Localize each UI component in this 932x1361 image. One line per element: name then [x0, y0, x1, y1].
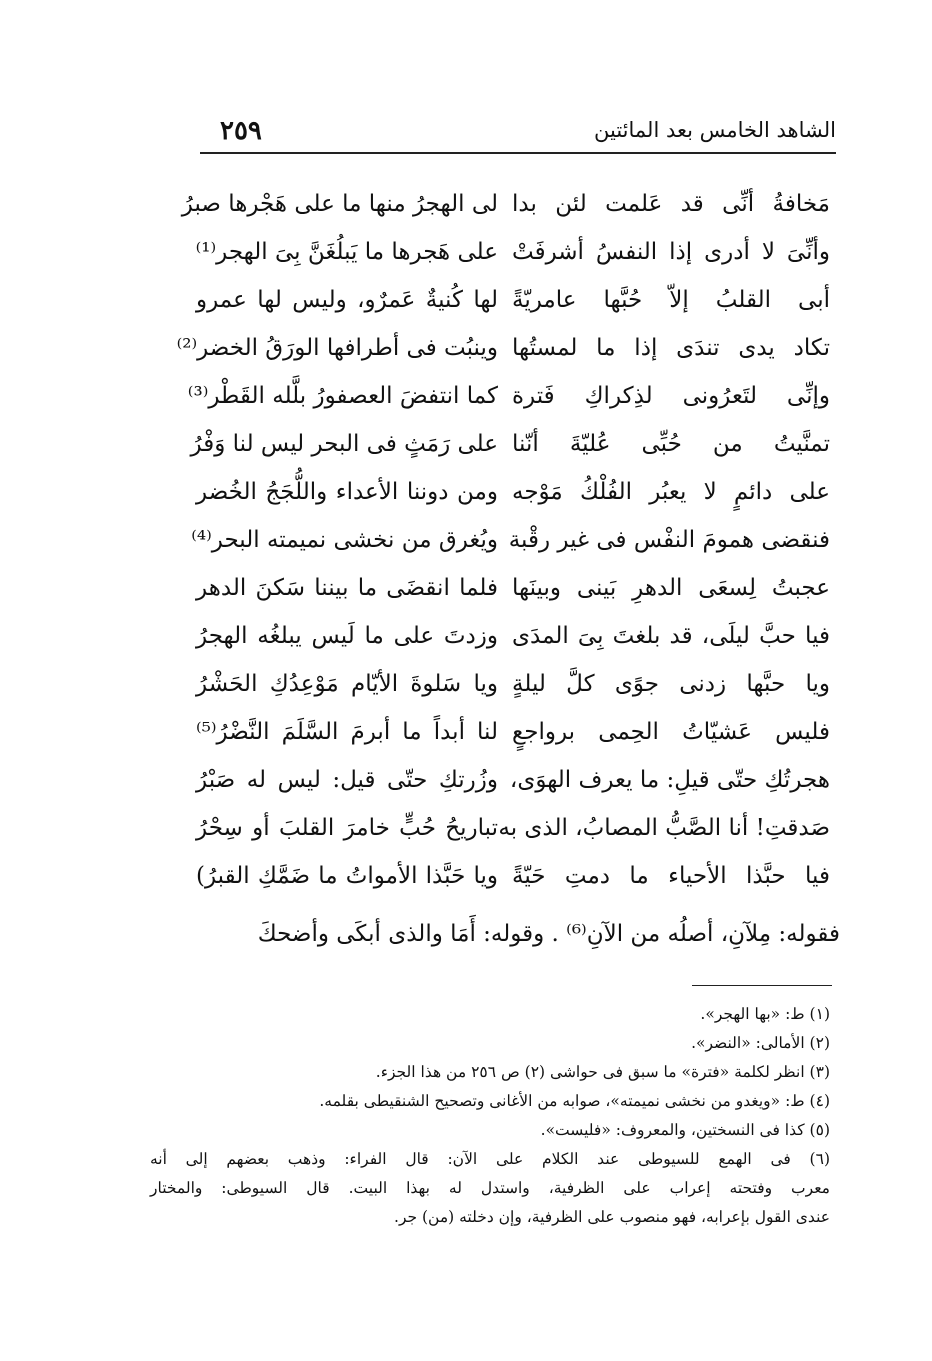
verse-line	[190, 564, 840, 612]
prose-line: فقوله: مِلآنِ، أصلُه من الآنِ⁽⁶⁾ . وقوله: أَمَا والذى أبكَى وأضحكَ	[257, 921, 840, 947]
verse-second-hemistich: ويا سَلوةَ الأيّام مَوْعِدُكِ الحَشْرُ	[196, 671, 498, 697]
verse-line	[187, 372, 840, 420]
verse-line	[190, 612, 840, 660]
page-number: ٢٥٩	[220, 116, 262, 146]
verse-line	[190, 468, 840, 516]
verse-first-hemistich: فيا حبَّذا الأحياء ما دمتِ حَيّةً	[512, 863, 830, 889]
verse-second-hemistich: على هَجرها ما يَبلُغَنَّ بِىَ الهجر⁽¹⁾	[195, 239, 498, 265]
verse-second-hemistich: ويا حَبَّذا الأمواتُ ما ضَمَّكِ القبرُ)	[196, 863, 498, 889]
verse-second-hemistich: وزدتَ على ما لَيس يبلغُه الهجرُ	[196, 623, 498, 649]
verse-first-hemistich: فيا حبَّ ليلَى، قد بلغتَ بِىَ المدَى	[512, 623, 830, 649]
verse-first-hemistich: عجبتُ لِسعَى الدهرِ بَينى وبينَها	[512, 575, 830, 601]
verse-first-hemistich: تكاد يدى تندَى إذا ما لمستُها	[512, 335, 830, 361]
verse-first-hemistich: هجرتُكِ حتّى قيلِ: ما يعرف الهوَى،	[509, 767, 830, 793]
verse-second-hemistich: وزُرتكِ حتّى قيل: ليس له صَبْرُ	[196, 767, 498, 793]
verse-line	[190, 660, 840, 708]
verse-first-hemistich: مَخافةُ أنِّى قد عَلمت لئن بدا	[512, 191, 830, 217]
header-rule	[200, 152, 836, 154]
running-title: الشاهد الخامس بعد المائتين	[594, 118, 836, 142]
verse-second-hemistich: ومن دوننا الأعداء واللُّجَجُ الخُضر	[196, 479, 498, 505]
footnote-rule	[692, 985, 832, 986]
footnote: (٢) الأمالى: «النضر».	[691, 1034, 830, 1052]
page-header	[200, 118, 836, 150]
verse-second-hemistich: لها كُنيةٌ عَمرٌو، وليس لها عمرو	[196, 287, 498, 313]
verse-first-hemistich: تمنَّيتُ من حُبِّى عُليّةَ أنّنا	[512, 431, 830, 457]
verse-second-hemistich: لى الهجرُ منها ما على هَجْرها صبرُ	[181, 191, 498, 217]
footnote: (٦) فى الهمع للسيوطى عند الكلام على الآن: قال الفراء: وذهب بعضهم إلى أنه	[150, 1150, 830, 1168]
verse-line	[190, 228, 840, 276]
footnote: (٤) ط: «ويغدو من نخشى نميمته»، صوابه من الأغانى وتصحيح الشنقيطى بقلمه.	[319, 1092, 830, 1110]
verse-first-hemistich: ويا حبَّها زدنى جوًى كلَّ ليلةٍ	[512, 671, 830, 697]
footnote-continuation: معرب وفتحته إعراب على الظرفية، واستدل له بهذا البيت. قال السيوطى: والمختار	[150, 1179, 830, 1197]
verse-first-hemistich: وإنِّى لتَعرُونى لذِكراكِ فَترة	[512, 383, 830, 409]
footnote-continuation: عندى القول بإعرابه، فهو منصوب على الظرفية، وإن دخلته (من) جر.	[394, 1208, 830, 1226]
verse-second-hemistich: لنا أبداً ما أبرمَ السَّلَمَ النَّضْرُ⁽⁵⁾	[196, 719, 498, 745]
verse-line	[190, 852, 840, 900]
verse-line	[190, 276, 840, 324]
verse-first-hemistich: أبى القلبُ إلاّ حُبَّها عامريّةً	[512, 287, 830, 313]
footnote: (٣) انظر لكلمة «فترة» ما سبق فى حواشى (٢) ص ٢٥٦ من هذا الجزء.	[375, 1063, 830, 1081]
verse-first-hemistich: وأنِّىَ لا أدرى إذا النفسُ أشرفَتْ	[512, 239, 830, 265]
verse-second-hemistich: ويُغرق من نخشى نميمته البحر⁽⁴⁾	[191, 527, 498, 553]
footnote: (١) ط: «بها الهجر».	[700, 1005, 830, 1023]
verse-first-hemistich: صَدقتِ! أنا الصَّبُّ المصابُ، الذى به	[498, 815, 830, 841]
verse-second-hemistich: فلما انقضَى ما بيننا سَكنَ الدهر	[196, 575, 498, 601]
verse-second-hemistich: كما انتفضَ العصفورُ بلَّله القَطْر⁽³⁾	[187, 383, 498, 409]
verse-second-hemistich: تباريحُ حُبٍّ خامرَ القلبَ أو سِحْرُ	[196, 815, 498, 841]
footnote: (٥) كذا فى النسختين، والمعروف: «فليست».	[540, 1121, 830, 1139]
verse-first-hemistich: على دائمٍ لا يعبُر الفُلْكُ مَوْجه	[512, 479, 830, 505]
verse-line	[190, 756, 840, 804]
verse-line	[190, 516, 840, 564]
verse-second-hemistich: على رَمَثٍ فى البحر ليس لنا وَفْرُ	[190, 431, 498, 457]
verse-first-hemistich: فنقضى همومَ النفْس فى غير رقْبة	[508, 527, 830, 553]
verse-second-hemistich: وينبُت فى أطرافها الورَقُ الخضر⁽²⁾	[176, 335, 498, 361]
verse-line	[190, 804, 840, 852]
footnotes	[150, 1000, 830, 1232]
verse-line	[190, 708, 840, 756]
verse-first-hemistich: فليس عَشيّاتُ الحِمى برواجعٍ	[512, 719, 830, 745]
verse-line	[190, 420, 840, 468]
verse-line	[176, 324, 840, 372]
verse-line	[181, 180, 840, 228]
